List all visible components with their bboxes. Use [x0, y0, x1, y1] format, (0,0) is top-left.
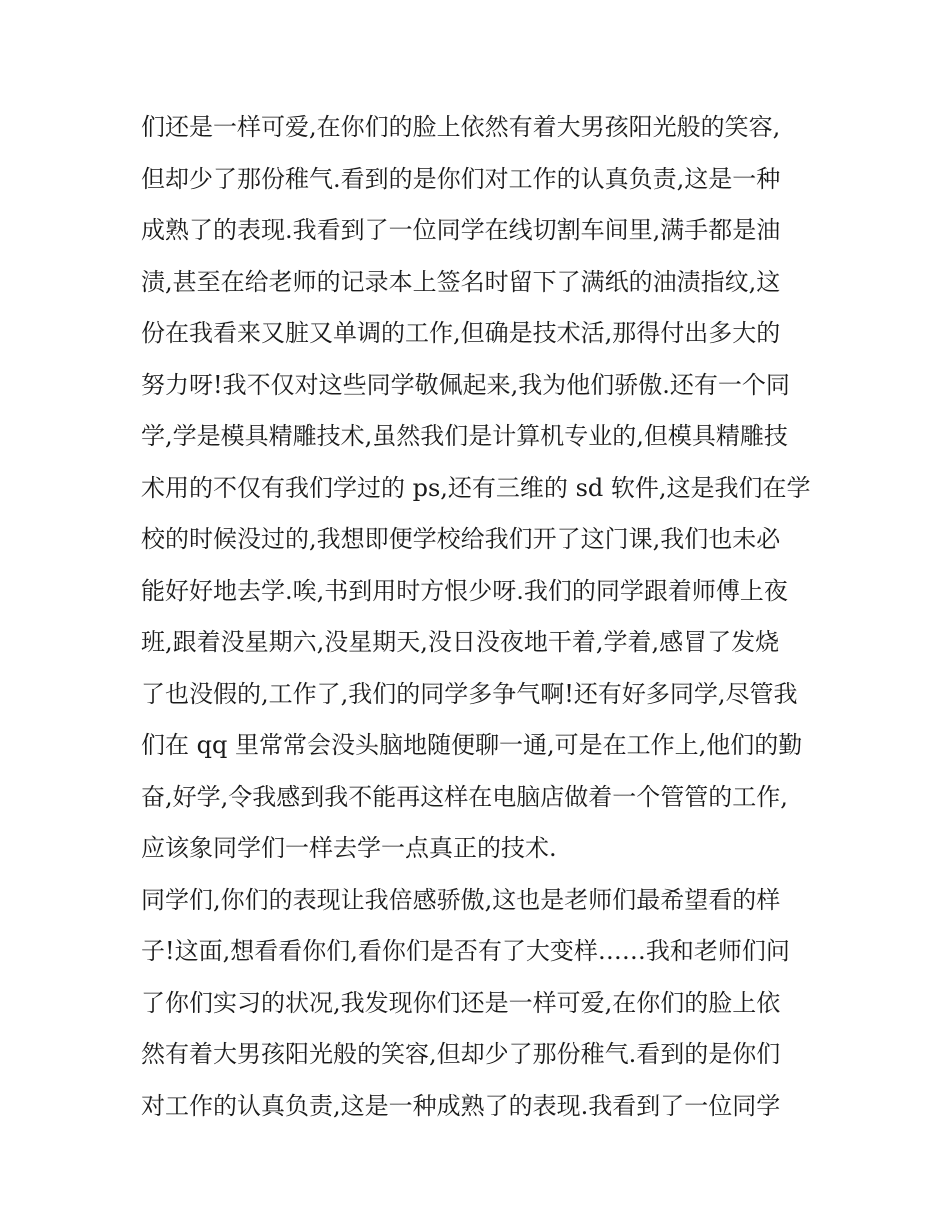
text-line: 对工作的认真负责,这是一种成熟了的表现.我看到了一位同学: [141, 1091, 781, 1120]
text-line: 但却少了那份稚气.看到的是你们对工作的认真负责,这是一种: [141, 164, 781, 193]
text-line: 然有着大男孩阳光般的笑容,但却少了那份稚气.看到的是你们: [141, 1040, 781, 1068]
text-line: 子!这面,想看看你们,看你们是否有了大变样……我和老师们问: [141, 937, 790, 965]
text-line: 渍,甚至在给老师的记录本上签名时留下了满纸的油渍指纹,这: [141, 267, 781, 296]
text-line: 们在 qq 里常常会没头脑地随便聊一通,可是在工作上,他们的勤: [141, 731, 803, 759]
text-line: 应该象同学们一样去学一点真正的技术.: [141, 834, 557, 862]
text-line: 成熟了的表现.我看到了一位同学在线切割车间里,满手都是油: [141, 216, 781, 244]
text-line: 同学们,你们的表现让我倍感骄傲,这也是老师们最希望看的样: [141, 885, 781, 914]
text-line: 能好好地去学.唉,书到用时方恨少呀.我们的同学跟着师傅上夜: [141, 576, 788, 605]
text-line: 了也没假的,工作了,我们的同学多争气啊!还有好多同学,尽管我: [141, 679, 798, 708]
text-line: 努力呀!我不仅对这些同学敬佩起来,我为他们骄傲.还有一个同: [141, 370, 790, 399]
text-line: 奋,好学,令我感到我不能再这样在电脑店做着一个管管的工作,: [141, 782, 788, 811]
body-text: [141, 102, 821, 1132]
text-line: 班,跟着没星期六,没星期天,没日没夜地干着,学着,感冒了发烧: [141, 628, 780, 656]
text-line: 学,学是模具精雕技术,虽然我们是计算机专业的,但模具精雕技: [141, 422, 788, 450]
text-line: 术用的不仅有我们学过的 ps,还有三维的 sd 软件,这是我们在学: [141, 473, 811, 502]
text-line: 校的时候没过的,我想即便学校给我们开了这门课,我们也未必: [141, 525, 781, 553]
text-line: 份在我看来又脏又单调的工作,但确是技术活,那得付出多大的: [141, 319, 781, 347]
text-line: 了你们实习的状况,我发现你们还是一样可爱,在你们的脸上依: [141, 988, 781, 1017]
text-line: 们还是一样可爱,在你们的脸上依然有着大男孩阳光般的笑容,: [141, 113, 781, 141]
